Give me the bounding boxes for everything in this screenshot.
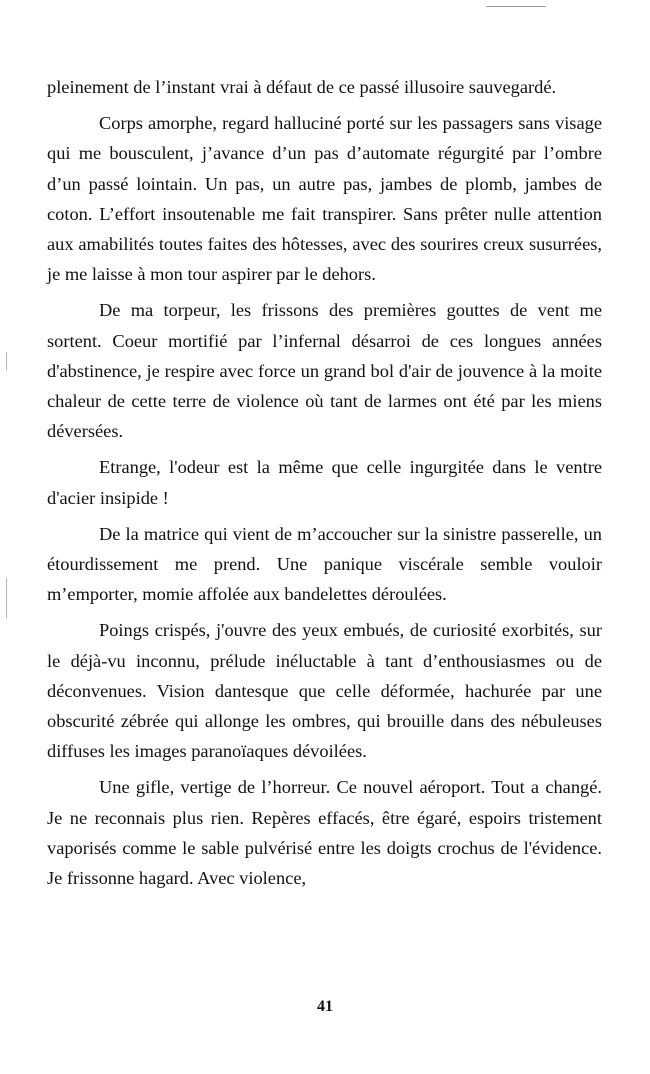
paragraph: De la matrice qui vient de m’accoucher sur la sinistre passerelle, un étourdissement me prend. Une panique viscérale semble vouloir m’emporter, momie affolée aux bandelettes déroulées. [47, 523, 602, 605]
paragraph: Poings crispés, j'ouvre des yeux embués, de curiosité exorbités, sur le déjà-vu inconnu, prélude inéluctable à tant d’enthousiasmes ou de déconvenues. Vision dantesque que celle déformée, hachurée par une obscurité zébrée qui allonge les ombres, qui brouille dans des nébuleuses diffuses les images paranoïaques dévoilées. [47, 620, 602, 762]
book-page-text [47, 72, 602, 899]
margin-mark [6, 352, 7, 370]
paragraph: Etrange, l'odeur est la même que celle ingurgitée dans le ventre d'acier insipide ! [47, 457, 602, 508]
paragraph: De ma torpeur, les frissons des premières gouttes de vent me sortent. Coeur mortifié par l’infernal désarroi de ces longues années d'abstinence, je respire avec force un grand bol d'air de jouvence à la moite chaleur de cette terre de violence où tant de larmes ont été par les miens déversées. [47, 300, 602, 442]
paragraph: Corps amorphe, regard halluciné porté sur les passagers sans visage qui me bousculent, j’avance d’un pas d’automate régurgité par l’ombre d’un passé lointain. Un pas, un autre pas, jambes de plomb, jambes de coton. L’effort insoutenable me fait transpirer. Sans prêter nulle attention aux amabilités toutes faites des hôtesses, avec des sourires creux susurrées, je me laisse à mon tour aspirer par le dehors. [47, 113, 602, 285]
margin-mark [6, 578, 7, 618]
paragraph: pleinement de l’instant vrai à défaut de ce passé illusoire sauvegardé. [47, 77, 557, 97]
top-rule [486, 6, 546, 7]
page-number: 41 [317, 998, 333, 1015]
paragraph: Une gifle, vertige de l’horreur. Ce nouvel aéroport. Tout a changé. Je ne reconnais plus rien. Repères effacés, être égaré, espoirs tristement vaporisés comme le sable pulvérisé entre les doigts crochus de l'évidence. Je frissonne hagard. Avec violence, [47, 777, 602, 889]
